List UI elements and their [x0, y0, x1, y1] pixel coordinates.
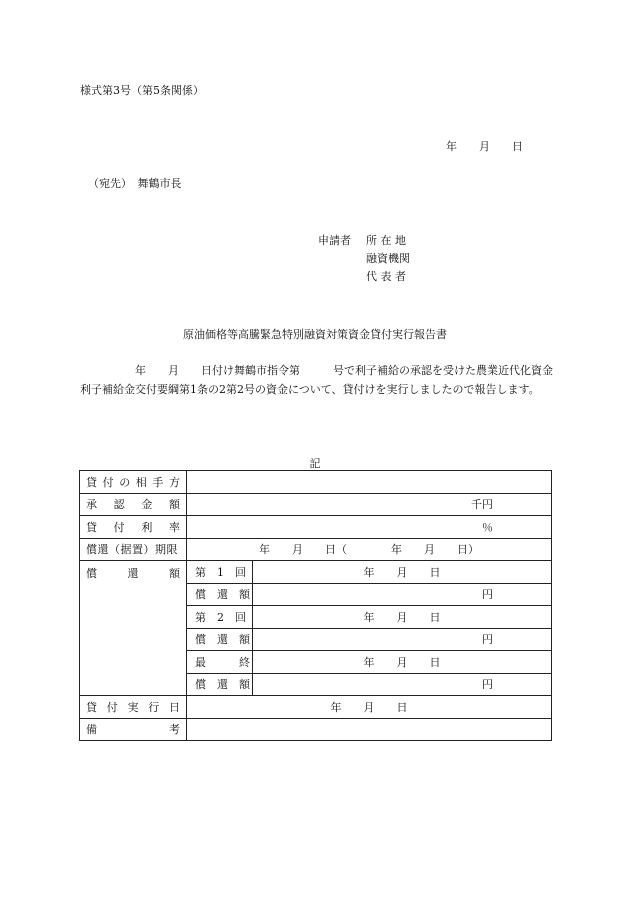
date-line [446, 138, 523, 154]
installment-2-date[interactable] [253, 606, 552, 629]
document-title: 原油価格等高騰緊急特別融資対策資金貸付実行報告書 [183, 328, 447, 341]
exec-date-label: 貸 付 実 行 日 [80, 696, 187, 719]
remarks-label: 備 考 [80, 718, 187, 741]
remarks-field[interactable] [187, 718, 552, 741]
institution-label: 融資機関 [366, 252, 410, 265]
body-text: 年 月 日付け舞鶴市指令第 号で利子補給の承認を受けた農業近代化資金利子補給金交付要綱第1条の2第2号の資金について、貸付けを実行しましたので報告します。 [80, 364, 553, 396]
borrower-label: 貸 付 の 相 手 方 [80, 471, 187, 494]
representative-label: 代 表 者 [366, 270, 406, 283]
addressee: （宛先） 舞鶴市長 [88, 177, 182, 190]
borrower-field[interactable] [187, 471, 552, 494]
address-label: 所 在 地 [366, 234, 406, 247]
approved-field[interactable] [187, 493, 552, 516]
installment-1-amount[interactable] [253, 583, 552, 606]
installment-3-date-text: 年 月 日 [363, 655, 441, 669]
date-day: 日 [512, 140, 523, 153]
table-row [80, 561, 552, 584]
installment-3-amount[interactable] [253, 673, 552, 696]
report-table [79, 470, 552, 741]
installment-1-unit: 円 [482, 588, 493, 602]
installment-2-unit: 円 [482, 633, 493, 647]
table-row [80, 471, 552, 494]
date-year: 年 [446, 140, 457, 153]
installment-2-label-bottom: 償 還 額 [187, 628, 253, 651]
installment-2-label-top: 第 2 回 [187, 606, 253, 629]
installment-1-date[interactable] [253, 561, 552, 584]
date-month: 月 [479, 140, 490, 153]
rate-label: 貸 付 利 率 [80, 516, 187, 539]
form-number: 様式第3号（第5条関係） [80, 84, 204, 97]
table-row [80, 718, 552, 741]
ki-heading: 記 [309, 457, 321, 470]
period-label: 償還（据置）期限 [80, 538, 187, 561]
applicant-role: 申請者 [318, 234, 351, 247]
exec-date-field[interactable] [187, 696, 552, 719]
applicant-block [318, 232, 410, 286]
installment-1-label-bottom: 償 還 額 [187, 583, 253, 606]
table-row [80, 538, 552, 561]
approved-label: 承 認 金 額 [80, 493, 187, 516]
table-row [80, 696, 552, 719]
period-value: 年 月 日（ 年 月 日） [259, 543, 479, 557]
installment-3-label-bottom: 償 還 額 [187, 673, 253, 696]
installment-3-date[interactable] [253, 651, 552, 674]
table-row [80, 493, 552, 516]
installment-2-amount[interactable] [253, 628, 552, 651]
rate-unit: ％ [482, 520, 493, 534]
installment-3-unit: 円 [482, 678, 493, 692]
rate-field[interactable] [187, 516, 552, 539]
installment-3-label-top: 最 終 [187, 651, 253, 674]
installment-1-label-top: 第 1 回 [187, 561, 253, 584]
installment-1-date-text: 年 月 日 [363, 565, 441, 579]
repay-label: 償 還 額 [80, 561, 187, 696]
exec-date-value: 年 月 日 [330, 700, 408, 714]
period-field[interactable] [187, 538, 552, 561]
table-row [80, 516, 552, 539]
approved-unit: 千円 [471, 498, 493, 512]
installment-2-date-text: 年 月 日 [363, 610, 441, 624]
